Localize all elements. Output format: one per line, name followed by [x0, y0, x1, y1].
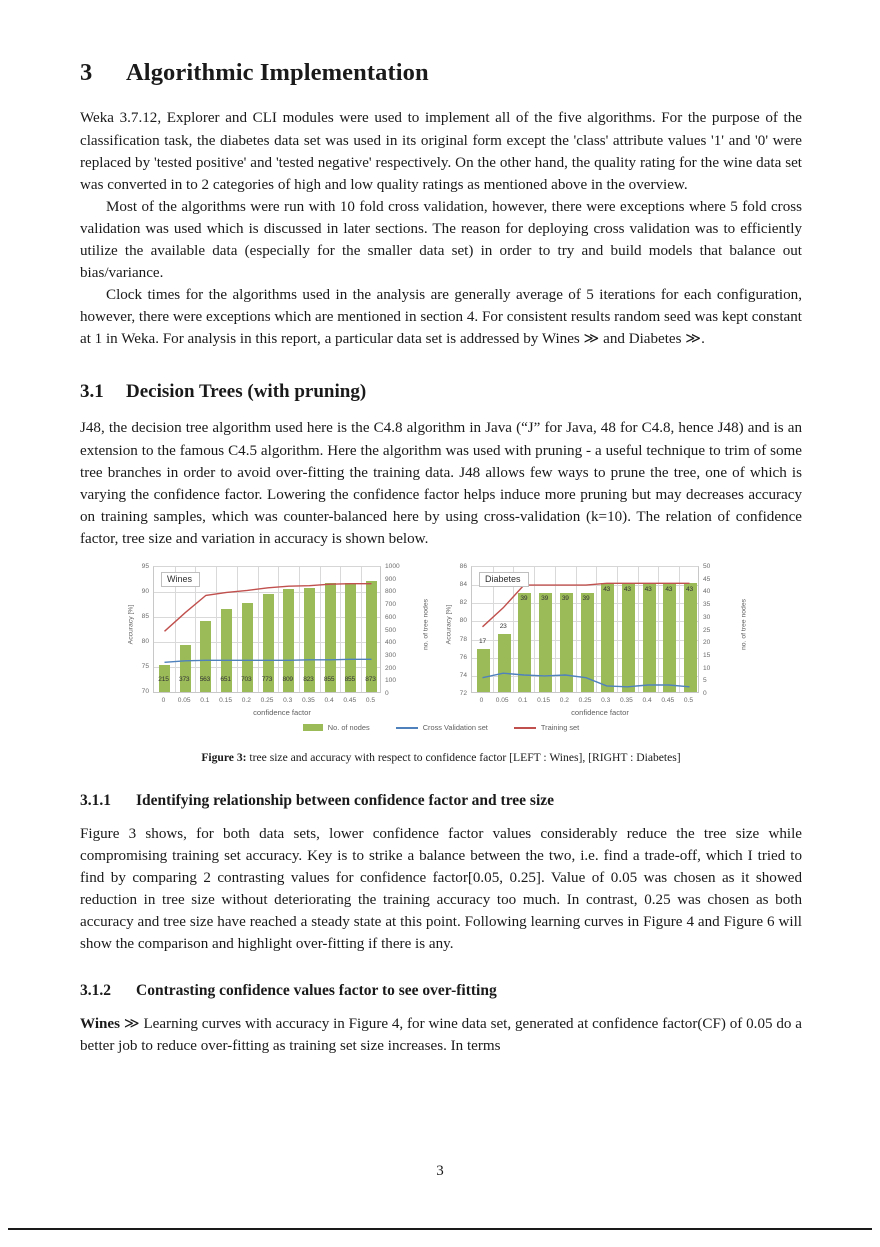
- paragraph-2: Most of the algorithms were run with 10 fold cross validation, however, there were exceptions where 5 fold cross validation was used which is discussed in later sections. The reason for deploying cross validation was to efficiently utilize the available data (especially for the smaller data set) in order to try and build models that balance out bias/variance.: [80, 198, 802, 282]
- diabetes-ytick: 86: [459, 563, 467, 571]
- diabetes-xtick: 0.35: [619, 697, 633, 705]
- cross-validation-line: [483, 673, 690, 687]
- section-title: Algorithmic Implementation: [126, 59, 429, 86]
- legend-item-nodes: [303, 723, 370, 732]
- legend-swatch-cv-icon: [396, 727, 418, 729]
- figure-caption: [80, 750, 802, 765]
- dataset-lead-label: Wines: [80, 1015, 120, 1032]
- diabetes-xtick: 0.5: [683, 697, 694, 705]
- diabetes-ytick: 76: [459, 653, 467, 661]
- diabetes-ytick: 84: [459, 581, 467, 589]
- wines-xtick: 0.2: [241, 697, 251, 705]
- wines-y2tick: 400: [385, 639, 397, 647]
- footer-rule: [8, 1228, 872, 1230]
- diabetes-y2tick: 15: [703, 651, 711, 659]
- bar-value-label: 39: [561, 595, 569, 603]
- page-content: [80, 58, 802, 1057]
- diabetes-xtick: 0.45: [661, 697, 675, 705]
- wines-plot-area: [153, 566, 381, 693]
- chart-wines: [123, 563, 441, 721]
- legend-label-cv: Cross Validation set: [422, 723, 488, 733]
- diabetes-xtick: 0.05: [495, 697, 509, 705]
- diabetes-y2tick: 0: [703, 690, 707, 698]
- bar-value-label: 17: [479, 638, 486, 646]
- bar-value-label: 43: [686, 586, 693, 594]
- wines-y2tick: 700: [385, 601, 397, 609]
- wines-ytick: 85: [141, 613, 149, 621]
- wines-ytick: 75: [141, 663, 149, 671]
- diabetes-xtick: 0.15: [537, 697, 551, 705]
- charts-row: [80, 563, 802, 721]
- diabetes-y2tick: 25: [703, 626, 711, 634]
- subsection-title: Decision Trees (with pruning): [126, 380, 367, 402]
- wines-y2tick: 200: [385, 664, 397, 672]
- wines-xtick: 0.3: [283, 697, 293, 705]
- subsubsection-311-paragraph: Figure 3 shows, for both data sets, lower confidence factor values considerably reduce the tree size while compromising training set accuracy. Key is to strike a balance between the two, i.e. find a trade-off, which I tried to find by comparing 2 contrasting values for confidence factor[0.05, 0.25]. Value of 0.05 was chosen as it showed reduction in tree size without deteriorating the training accuracy too much. In contrast, 0.25 was chosen as both accuracy and tree size have reached a steady state at this point. Following learning curves in Figure 4 and Figure 6 will show the comparison and highlight over-fitting if there is any.: [80, 825, 802, 953]
- subsection-heading: [80, 381, 802, 404]
- wines-y2tick: 100: [385, 677, 397, 685]
- bar-value-label: 873: [365, 676, 376, 684]
- wines-chart-title: Wines: [161, 572, 200, 587]
- figure-caption-text: tree size and accuracy with respect to confidence factor [LEFT : Wines], [RIGHT : Diabetes]: [249, 751, 681, 765]
- wines-xtick: 0.25: [260, 697, 274, 705]
- chart-diabetes: [441, 563, 759, 721]
- bar-value-label: 823: [303, 676, 314, 684]
- subsubsection-311-number: 3.1.1: [80, 792, 111, 810]
- wines-xtick: 0.1: [200, 697, 210, 705]
- bar-value-label: 39: [520, 595, 528, 603]
- wines-xtick: 0.5: [365, 697, 376, 705]
- wines-ytick: 80: [141, 638, 149, 646]
- page-title: [80, 58, 802, 87]
- legend-label-nodes: No. of nodes: [327, 723, 370, 733]
- bar-value-label: 773: [261, 676, 273, 684]
- bar-value-label: 563: [199, 676, 211, 684]
- bar-value-label: 215: [158, 676, 169, 684]
- legend-item-cross-validation: [396, 723, 488, 732]
- legend-item-training: [514, 723, 579, 732]
- diabetes-y-axis-label: Accuracy [%]: [445, 604, 453, 645]
- page-number: 3: [436, 1163, 444, 1179]
- bar-value-label: 43: [665, 586, 673, 594]
- diabetes-ytick: 72: [459, 690, 467, 698]
- subsubsection-312-number: 3.1.2: [80, 982, 111, 1000]
- subsection-number: 3.1: [80, 380, 104, 402]
- chart-legend: [80, 723, 802, 732]
- diabetes-y2tick: 40: [703, 588, 711, 596]
- bar-value-label: 43: [644, 586, 652, 594]
- subsubsection-312-heading: [80, 982, 802, 1001]
- bar-value-label: 651: [220, 676, 231, 684]
- diabetes-xtick: 0: [479, 697, 484, 705]
- diabetes-ytick: 80: [459, 617, 467, 625]
- diabetes-xtick: 0.1: [518, 697, 528, 705]
- diabetes-x-axis-title: confidence factor: [571, 708, 629, 718]
- paragraph-1: Weka 3.7.12, Explorer and CLI modules were used to implement all of the five algorithms. For the purpose of the classification task, the diabetes data set was used in its original form except the 'class' attribute values '1' and '0' were replaced by 'tested positive' and 'tested negative' respectively. On the other hand, the quality rating for the wine data set was converted in to 2 categories of high and low quality ratings as mentioned above in the overview.: [80, 110, 802, 193]
- bar-value-label: 43: [623, 586, 631, 594]
- subsubsection-312-title: Contrasting confidence values factor to see over-fitting: [136, 982, 497, 1000]
- training-set-line: [165, 584, 372, 632]
- legend-swatch-nodes-icon: [303, 724, 323, 731]
- legend-swatch-training-icon: [514, 727, 536, 729]
- diabetes-y2tick: 5: [703, 677, 707, 685]
- cross-validation-line: [165, 659, 372, 662]
- paragraph-3: Clock times for the algorithms used in the analysis are generally average of 5 iterations for each configuration, however, there were exceptions which are mentioned in section 4. For consistent results random seed was kept constant at 1 in Weka. For analysis in this report, a particular data set is addressed by Wines ≫ and Diabetes ≫.: [80, 287, 802, 348]
- wines-xtick: 0.45: [343, 697, 357, 705]
- diabetes-ytick: 74: [459, 671, 467, 679]
- diabetes-y2tick: 45: [703, 575, 711, 583]
- wines-ytick: 95: [141, 563, 149, 571]
- diabetes-xtick: 0.3: [601, 697, 611, 705]
- legend-label-training: Training set: [540, 723, 580, 733]
- bar-value-label: 373: [178, 676, 190, 684]
- diabetes-chart-title: Diabetes: [479, 572, 529, 587]
- bar-value-label: 703: [241, 676, 252, 684]
- diabetes-ytick: 82: [459, 599, 467, 607]
- wines-xtick: 0.05: [177, 697, 191, 705]
- bar-value-label: 855: [344, 676, 355, 684]
- wines-y-axis-label: Accuracy [%]: [127, 604, 135, 645]
- wines-xtick: 0: [161, 697, 166, 705]
- wines-xtick: 0.4: [324, 697, 334, 705]
- wines-xtick: 0.35: [301, 697, 315, 705]
- wines-y2tick: 800: [385, 588, 397, 596]
- wines-y2tick: 300: [385, 651, 397, 659]
- diabetes-y2tick: 35: [703, 601, 711, 609]
- wines-y2tick: 1000: [385, 563, 400, 571]
- wines-y2tick: 500: [385, 626, 397, 634]
- diabetes-xtick: 0.4: [642, 697, 652, 705]
- bar-value-label: 809: [282, 676, 293, 684]
- wines-xtick: 0.15: [219, 697, 233, 705]
- subsubsection-311-heading: [80, 792, 802, 811]
- subsubsection-312-text: ≫ Learning curves with accuracy in Figure 4, for wine data set, generated at confidence factor(CF) of 0.05 do a better job to reduce over-fitting as training set size increases. In terms: [80, 1015, 802, 1055]
- subsubsection-311-title: Identifying relationship between confidence factor and tree size: [136, 792, 555, 810]
- bar-value-label: 39: [541, 595, 549, 603]
- diabetes-y2tick: 30: [703, 613, 711, 621]
- bar-value-label: 855: [323, 676, 335, 684]
- wines-ytick: 90: [141, 588, 149, 596]
- figure-3: [80, 563, 802, 765]
- diabetes-y2tick: 10: [703, 664, 711, 672]
- figure-caption-label: Figure 3:: [201, 751, 247, 765]
- bar-value-label: 39: [582, 595, 590, 603]
- diabetes-ytick: 78: [459, 635, 467, 643]
- subsection-paragraph: J48, the decision tree algorithm used here is the C4.8 algorithm in Java (“J” for Java, 48 for C4.8, hence J48) and is an extension to the famous C4.5 algorithm. Here the algorithm was used with pruning - a useful technique to trim of some tree branches in order to avoid over-fitting the training data. J48 allows few ways to prune the tree, one of which is varying the confidence factor. Lowering the confidence factor helps induce more pruning but may decreases accuracy on training samples, which was counter-balanced here by using cross-validation (k=10). The relation of confidence factor, tree size and variation in accuracy is shown below.: [80, 420, 802, 547]
- diabetes-xtick: 0.25: [578, 697, 592, 705]
- wines-y2-axis-label: no. of tree nodes: [422, 599, 430, 651]
- diabetes-y2tick: 50: [703, 563, 711, 571]
- wines-y2tick: 0: [385, 690, 389, 698]
- bar-value-label: 43: [603, 586, 611, 594]
- section-number: 3: [80, 59, 93, 86]
- wines-y2tick: 900: [385, 575, 397, 583]
- bar-value-label: 23: [499, 623, 507, 631]
- wines-x-axis-title: confidence factor: [253, 708, 311, 718]
- diabetes-y2tick: 20: [703, 639, 711, 647]
- diabetes-xtick: 0.2: [559, 697, 569, 705]
- subsubsection-312-paragraph: [80, 1013, 802, 1057]
- wines-ytick: 70: [141, 688, 149, 696]
- wines-y2tick: 600: [385, 613, 397, 621]
- diabetes-y2-axis-label: no. of tree nodes: [740, 599, 748, 651]
